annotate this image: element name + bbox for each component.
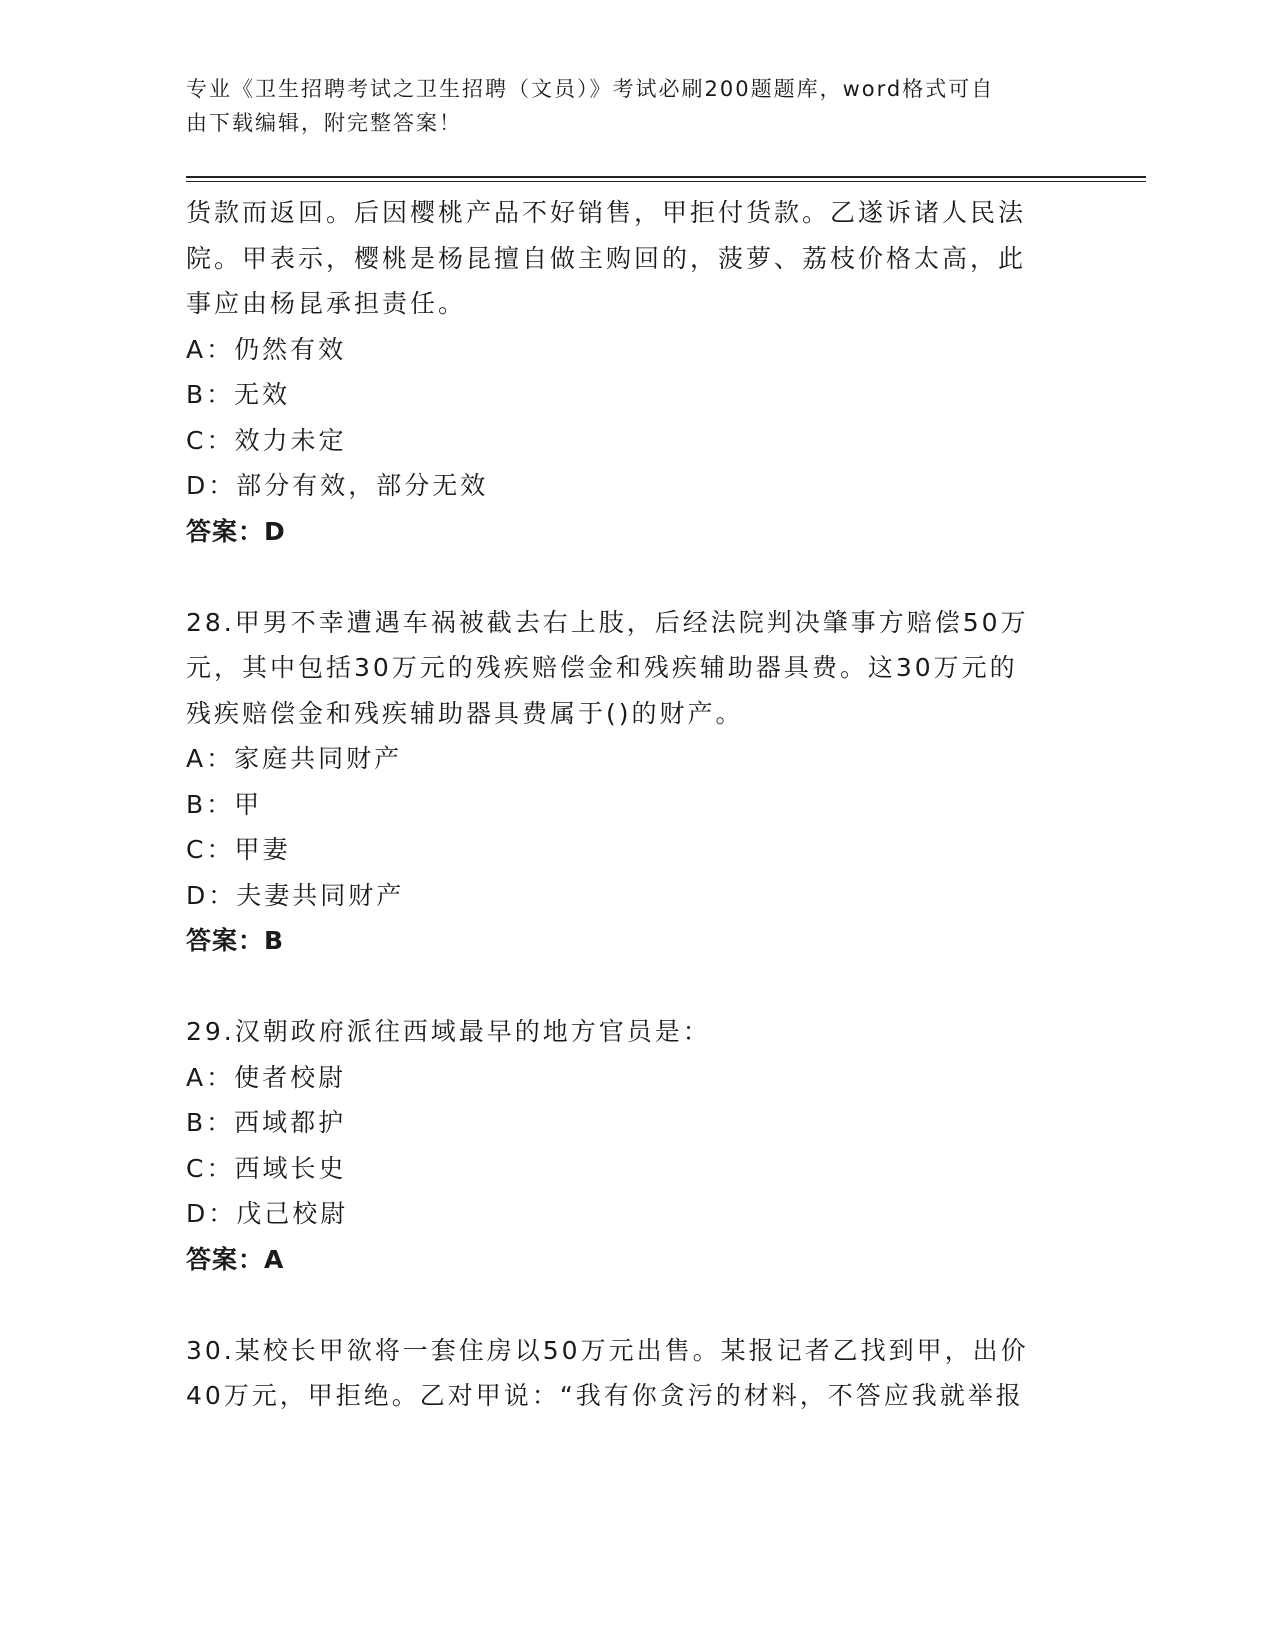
option-d: D：戊己校尉	[186, 1199, 349, 1228]
question-text-line: 院。甲表示，樱桃是杨昆擅自做主购回的，菠萝、荔枝价格太高，此	[186, 243, 1027, 273]
question-28-block	[186, 600, 1066, 964]
question-text-line: 货款而返回。后因樱桃产品不好销售，甲拒付货款。乙遂诉诸人民法	[186, 198, 1027, 227]
option-b: B：无效	[186, 380, 291, 409]
option-d: D：部分有效，部分无效	[186, 471, 489, 500]
option-b: B：甲	[186, 789, 263, 819]
spacer	[186, 964, 1066, 1010]
spacer	[186, 554, 1066, 600]
option-a: A：家庭共同财产	[186, 744, 403, 773]
question-29-block	[186, 1009, 1066, 1282]
question-text-line: 元，其中包括30万元的残疾赔偿金和残疾辅助器具费。这30万元的	[186, 653, 1018, 682]
question-text-line: 40万元，甲拒绝。乙对甲说：“我有你贪污的材料，不答应我就举报	[186, 1381, 1024, 1410]
option-c: C：甲妻	[186, 835, 291, 864]
question-text-line: 28.甲男不幸遭遇车祸被截去右上肢，后经法院判决肇事方赔偿50万	[186, 607, 1029, 637]
question-text-line: 残疾赔偿金和残疾辅助器具费属于()的财产。	[186, 698, 744, 728]
option-a: A：使者校尉	[186, 1062, 347, 1092]
header-line-2: 由下载编辑，附完整答案！	[186, 111, 462, 135]
header-line-1: 专业《卫生招聘考试之卫生招聘（文员）》考试必刷200题题库，word格式可自	[186, 77, 995, 101]
header-rule-thin	[186, 181, 1146, 182]
document-header	[186, 72, 1066, 140]
option-a: A：仍然有效	[186, 334, 347, 364]
question-30-block	[186, 1328, 1066, 1419]
question-27-block	[186, 190, 1066, 554]
header-rule-thick	[186, 176, 1146, 178]
answer-label: 答案：B	[186, 926, 285, 955]
answer-label: 答案：D	[186, 516, 286, 546]
question-text-line: 29.汉朝政府派往西域最早的地方官员是：	[186, 1017, 711, 1046]
option-d: D：夫妻共同财产	[186, 880, 405, 910]
option-b: B：西域都护	[186, 1108, 347, 1137]
answer-label: 答案：A	[186, 1244, 285, 1274]
spacer	[186, 1282, 1066, 1328]
question-text-line: 事应由杨昆承担责任。	[186, 289, 467, 318]
question-text-line: 30.某校长甲欲将一套住房以50万元出售。某报记者乙找到甲，出价	[186, 1335, 1029, 1365]
document-body	[186, 190, 1066, 1419]
option-c: C：西域长史	[186, 1153, 347, 1183]
option-c: C：效力未定	[186, 425, 347, 455]
